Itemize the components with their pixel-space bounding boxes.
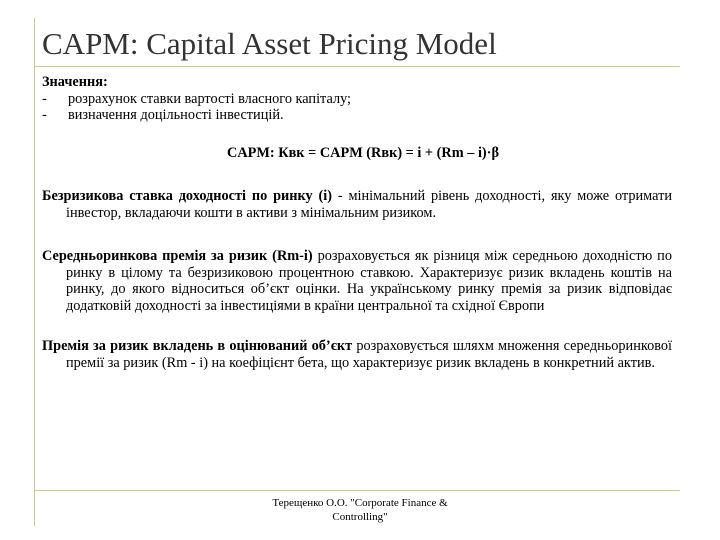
meaning-heading: Значення: (42, 74, 108, 90)
slide-title: CAPM: Capital Asset Pricing Model (42, 26, 497, 61)
footer-line: Controlling" (332, 511, 388, 523)
footer-credit (240, 496, 480, 524)
paragraph-text: розраховується як різниця між середньою доходністю по ринку в цілому та безризиковою процентною ставкою. Характеризує ризик вкладень коштів на ринку, до якого відноситься об’єкт оцінки. На українському ринку премія за ризик відповідає додатковій доходності за інвестиціями в країни центральної та східної Європи (66, 248, 672, 314)
capm-formula: CAPM: Квк = CAPM (Rвк) = i + (Rm – i)·β (227, 144, 499, 161)
meaning-item-text: розрахунок ставки вартості власного капіталу; (68, 90, 352, 107)
market-risk-premium-paragraph (42, 248, 672, 314)
left-decorative-rule (34, 18, 35, 526)
risk-free-rate-paragraph (42, 188, 672, 221)
slide-content (42, 74, 672, 371)
meaning-item-text: визначення доцільності інвестицій. (68, 107, 284, 123)
dash-bullet: - (42, 90, 47, 107)
paragraph-term: Безризикова ставка доходності по ринку (i) (42, 188, 333, 204)
paragraph-term: Премія за ризик вкладень в оцінюваний об’єкт (42, 338, 353, 354)
paragraph-text: розраховується шляхм множення середньоринкової премії за ризик (Rm - i) на коефіцієнт бета, що характеризує ризик вкладень в конкретний актив. (66, 338, 673, 371)
meaning-item (42, 91, 672, 108)
paragraph-text: - мінімальний рівень доходності, яку може отримати інвестор, вкладаючи кошти в активи з мінімальним ризиком. (66, 188, 672, 221)
object-risk-premium-paragraph (42, 338, 672, 371)
dash-bullet: - (42, 107, 47, 123)
title-underline-rule (34, 66, 680, 67)
footer-rule (34, 490, 680, 491)
paragraph-term: Середньоринкова премія за ризик (Rm-i) (42, 248, 313, 264)
footer-line: Терещенко О.О. "Corporate Finance & (272, 497, 448, 509)
meaning-item (42, 107, 672, 124)
